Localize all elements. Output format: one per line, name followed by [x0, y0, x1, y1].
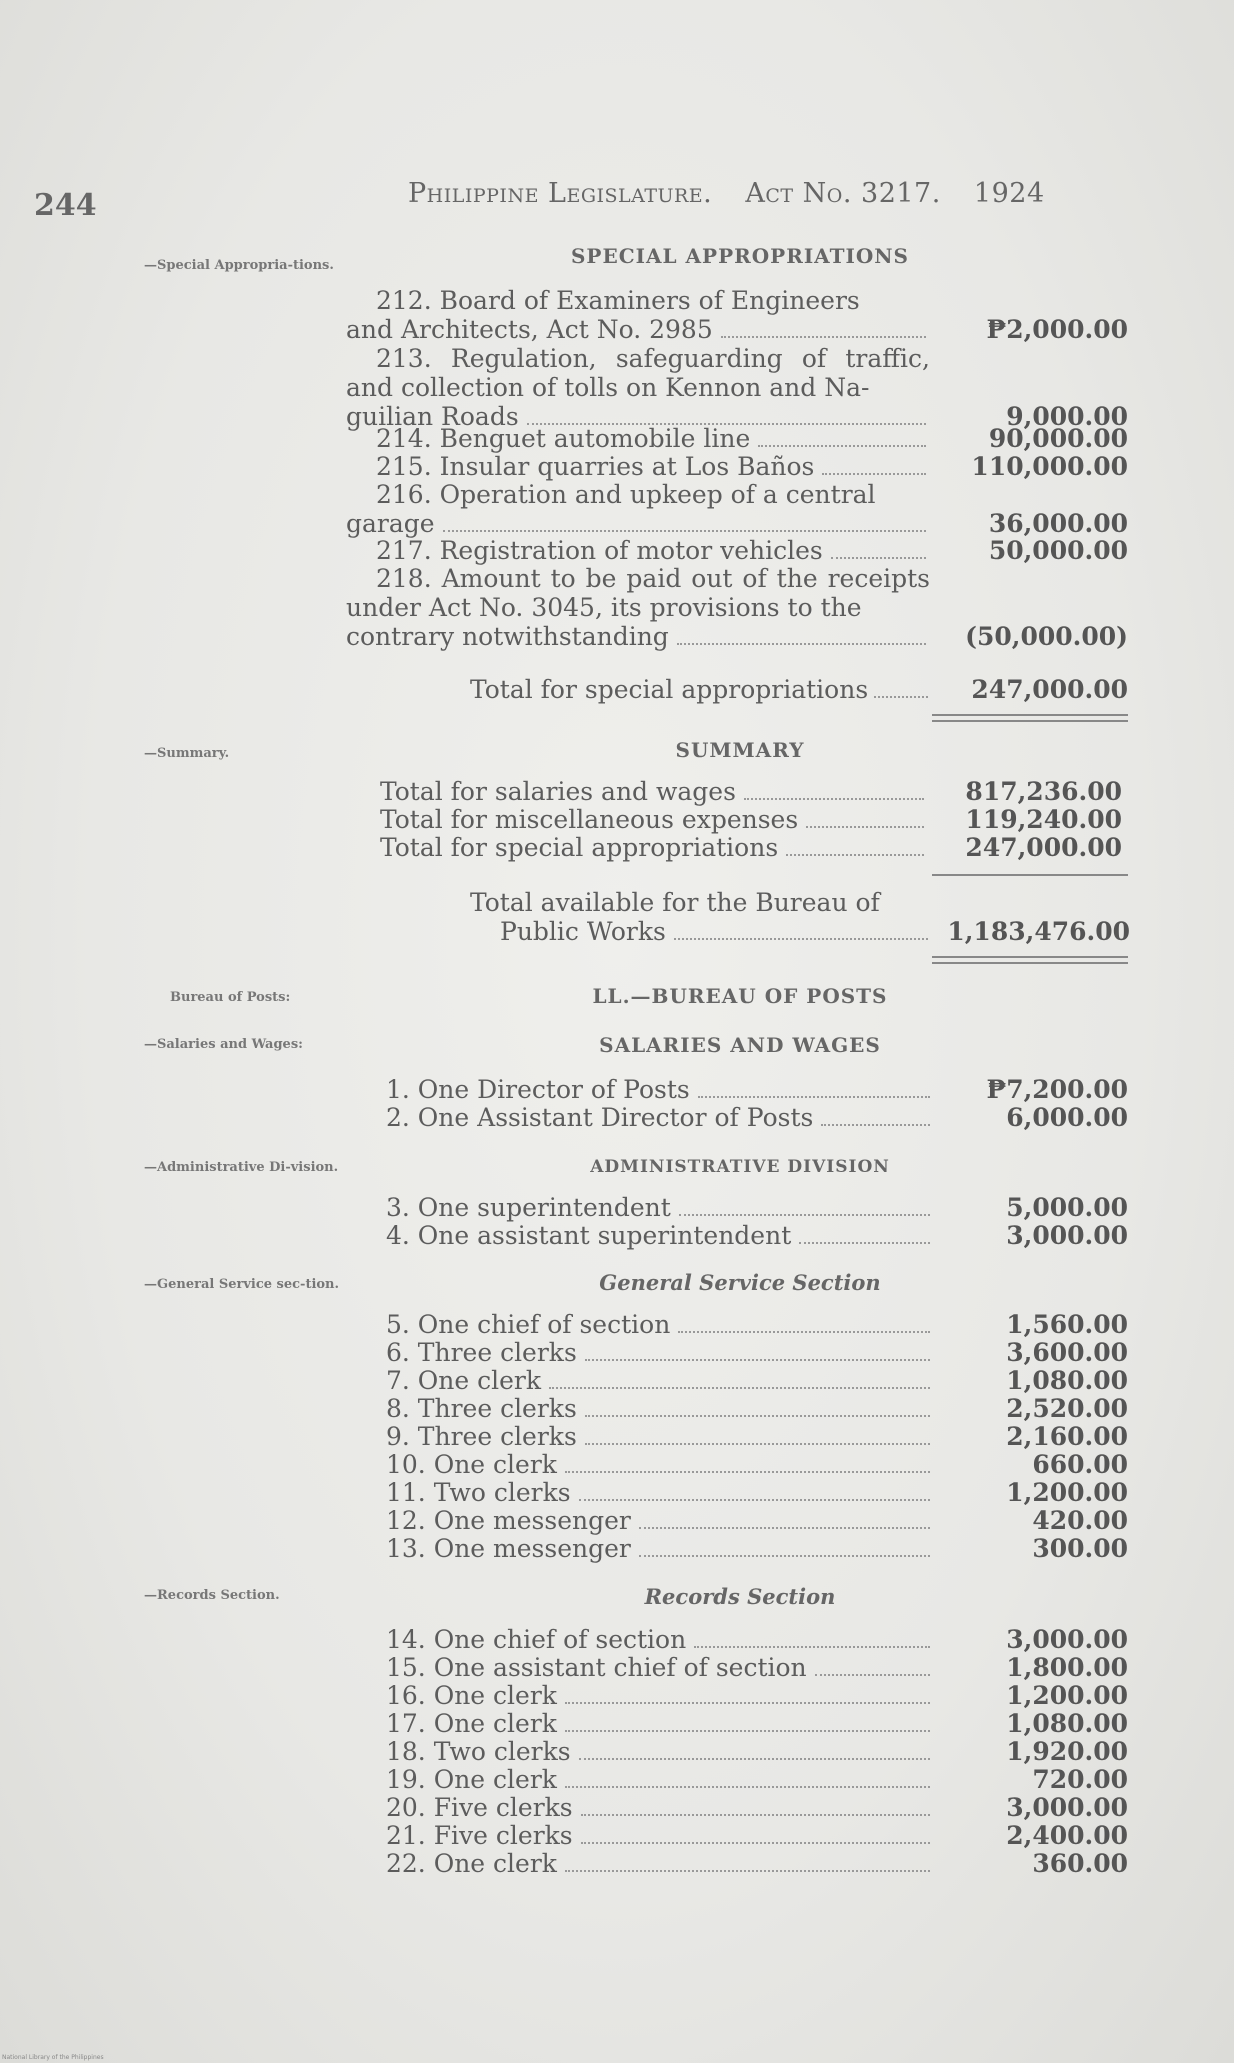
- line-item-label: 7. One clerk: [386, 1366, 542, 1395]
- total-amount: 247,000.00: [971, 675, 1128, 704]
- line-item: [386, 1534, 1128, 1563]
- line-item-amount: 6,000.00: [1006, 1103, 1128, 1132]
- appropriation-entry: 212. Board of Examiners of Engineers and Architects, Act No. 2985 ₱2,000.00: [346, 286, 1128, 344]
- running-title-publication: Philippine Legislature.: [408, 178, 713, 209]
- appropriation-entry: 215. Insular quarries at Los Baños 110,000.00: [376, 452, 1128, 481]
- summary-row: Total for salaries and wages 817,236.00: [380, 777, 1122, 806]
- line-item-amount: 2,160.00: [1006, 1422, 1128, 1451]
- running-title-act: Act No. 3217.: [745, 178, 941, 209]
- line-item-label: 17. One clerk: [386, 1709, 557, 1738]
- summary-row: Total for miscellaneous expenses 119,240.00: [380, 805, 1122, 834]
- summary-amount: 119,240.00: [965, 805, 1122, 834]
- appropriation-amount: 50,000.00: [988, 536, 1128, 565]
- line-item-amount: 420.00: [1032, 1506, 1128, 1535]
- margin-note-summary: —Summary.: [144, 746, 230, 761]
- line-item: [386, 1793, 1128, 1822]
- line-item-amount: 3,000.00: [1006, 1221, 1128, 1250]
- line-item-amount: 1,800.00: [1006, 1653, 1128, 1682]
- margin-note-records: —Records Section.: [144, 1588, 280, 1603]
- line-item-label: 11. Two clerks: [386, 1478, 571, 1507]
- single-rule: [932, 874, 1128, 876]
- line-item-amount: 1,080.00: [1006, 1709, 1128, 1738]
- line-item: [386, 1709, 1128, 1738]
- line-item-amount: 5,000.00: [1006, 1193, 1128, 1222]
- line-item: [386, 1765, 1128, 1794]
- line-item: [386, 1506, 1128, 1535]
- heading-records-section: Records Section: [644, 1584, 836, 1609]
- summary-row: Total for special appropriations 247,000.00: [380, 833, 1122, 862]
- line-item: [386, 1478, 1128, 1507]
- line-item-label: 15. One assistant chief of section: [386, 1653, 807, 1682]
- special-appropriations-total: Total for special appropriations 247,000.00: [470, 675, 1128, 704]
- line-item: [386, 1366, 1128, 1395]
- line-item-label: 6. Three clerks: [386, 1338, 577, 1367]
- margin-note-special: —Special Appropria-tions.: [144, 258, 334, 273]
- line-item: [386, 1221, 1128, 1250]
- line-item-amount: 720.00: [1032, 1765, 1128, 1794]
- line-item: [386, 1193, 1128, 1222]
- line-item-label: 4. One assistant superintendent: [386, 1221, 792, 1250]
- line-item: [386, 1653, 1128, 1682]
- margin-note-general: —General Service sec-tion.: [144, 1277, 340, 1292]
- running-header: [408, 178, 1045, 209]
- appropriation-amount: 9,000.00: [1006, 402, 1128, 431]
- line-item-amount: 2,400.00: [1006, 1821, 1128, 1850]
- line-item-label: 14. One chief of section: [386, 1625, 687, 1654]
- line-item-amount: 360.00: [1032, 1849, 1128, 1878]
- line-item-amount: 3,000.00: [1006, 1793, 1128, 1822]
- line-item: [386, 1737, 1128, 1766]
- line-item: [386, 1310, 1128, 1339]
- line-item-label: 1. One Director of Posts: [386, 1075, 690, 1104]
- appropriation-entry: 218. Amount to be paid out of the receipts under Act No. 3045, its provisions to the contrary notwithstanding (50,000.00): [346, 564, 1128, 651]
- appropriation-amount: 110,000.00: [971, 452, 1128, 481]
- line-item-label: 16. One clerk: [386, 1681, 557, 1710]
- appropriation-entry: 216. Operation and upkeep of a central garage 36,000.00: [346, 480, 1128, 538]
- running-title-year: 1924: [973, 178, 1045, 209]
- line-item-label: 2. One Assistant Director of Posts: [386, 1103, 814, 1132]
- line-item-amount: ₱7,200.00: [986, 1075, 1128, 1104]
- line-item-label: 10. One clerk: [386, 1450, 557, 1479]
- line-item: [386, 1338, 1128, 1367]
- line-item-label: 5. One chief of section: [386, 1310, 671, 1339]
- line-item-label: 9. Three clerks: [386, 1422, 577, 1451]
- line-item-label: 3. One superintendent: [386, 1193, 671, 1222]
- line-item-amount: 1,080.00: [1006, 1366, 1128, 1395]
- line-item-amount: 300.00: [1032, 1534, 1128, 1563]
- appropriation-entry: 214. Benguet automobile line 90,000.00: [376, 424, 1128, 453]
- heading-special-appropriations: SPECIAL APPROPRIATIONS: [570, 244, 909, 268]
- appropriation-amount: 36,000.00: [988, 509, 1128, 538]
- summary-total: Total available for the Bureau of Public Works 1,183,476.00: [470, 888, 1130, 946]
- line-item: [386, 1681, 1128, 1710]
- line-item: [386, 1821, 1128, 1850]
- line-item: [386, 1394, 1128, 1423]
- line-item-amount: 3,000.00: [1006, 1625, 1128, 1654]
- line-item-amount: 1,560.00: [1006, 1310, 1128, 1339]
- appropriation-entry: 217. Registration of motor vehicles 50,000.00: [376, 536, 1128, 565]
- summary-amount: 247,000.00: [965, 833, 1122, 862]
- appropriation-amount: (50,000.00): [965, 622, 1128, 651]
- double-rule: [932, 956, 1128, 964]
- line-item-label: 13. One messenger: [386, 1534, 631, 1563]
- margin-note-admin: —Administrative Di-vision.: [144, 1160, 339, 1175]
- line-item-amount: 1,200.00: [1006, 1478, 1128, 1507]
- line-item-amount: 1,920.00: [1006, 1737, 1128, 1766]
- line-item-label: 22. One clerk: [386, 1849, 557, 1878]
- line-item: [386, 1625, 1128, 1654]
- appropriation-amount: ₱2,000.00: [986, 315, 1128, 344]
- line-item: [386, 1075, 1128, 1104]
- line-item-amount: 660.00: [1032, 1450, 1128, 1479]
- line-item: [386, 1422, 1128, 1451]
- line-item-amount: 3,600.00: [1006, 1338, 1128, 1367]
- line-item-label: 8. Three clerks: [386, 1394, 577, 1423]
- line-item-label: 18. Two clerks: [386, 1737, 571, 1766]
- appropriation-amount: 90,000.00: [988, 424, 1128, 453]
- summary-total-amount: 1,183,476.00: [947, 917, 1130, 946]
- appropriation-entry: 213. Regulation, safeguarding of traffic, and collection of tolls on Kennon and Na- guilian Roads 9,000.00: [346, 344, 1128, 431]
- page-number: 244: [34, 188, 97, 223]
- line-item-amount: 2,520.00: [1006, 1394, 1128, 1423]
- footer-credit: National Library of the Philippines: [2, 2054, 104, 2061]
- heading-administrative-division: ADMINISTRATIVE DIVISION: [590, 1157, 890, 1177]
- line-item: [386, 1849, 1128, 1878]
- summary-amount: 817,236.00: [965, 777, 1122, 806]
- heading-salaries-and-wages: SALARIES AND WAGES: [599, 1033, 881, 1057]
- line-item-label: 19. One clerk: [386, 1765, 557, 1794]
- line-item-label: 21. Five clerks: [386, 1821, 573, 1850]
- heading-general-service-section: General Service Section: [599, 1270, 881, 1295]
- line-item: [386, 1450, 1128, 1479]
- margin-note-bureau: Bureau of Posts:: [170, 990, 291, 1005]
- double-rule: [932, 714, 1128, 722]
- line-item-label: 20. Five clerks: [386, 1793, 573, 1822]
- line-item-label: 12. One messenger: [386, 1506, 631, 1535]
- line-item: [386, 1103, 1128, 1132]
- line-item-amount: 1,200.00: [1006, 1681, 1128, 1710]
- heading-bureau-of-posts: LL.—BUREAU OF POSTS: [592, 984, 888, 1008]
- heading-summary: SUMMARY: [675, 738, 805, 762]
- margin-note-salaries: —Salaries and Wages:: [144, 1037, 303, 1052]
